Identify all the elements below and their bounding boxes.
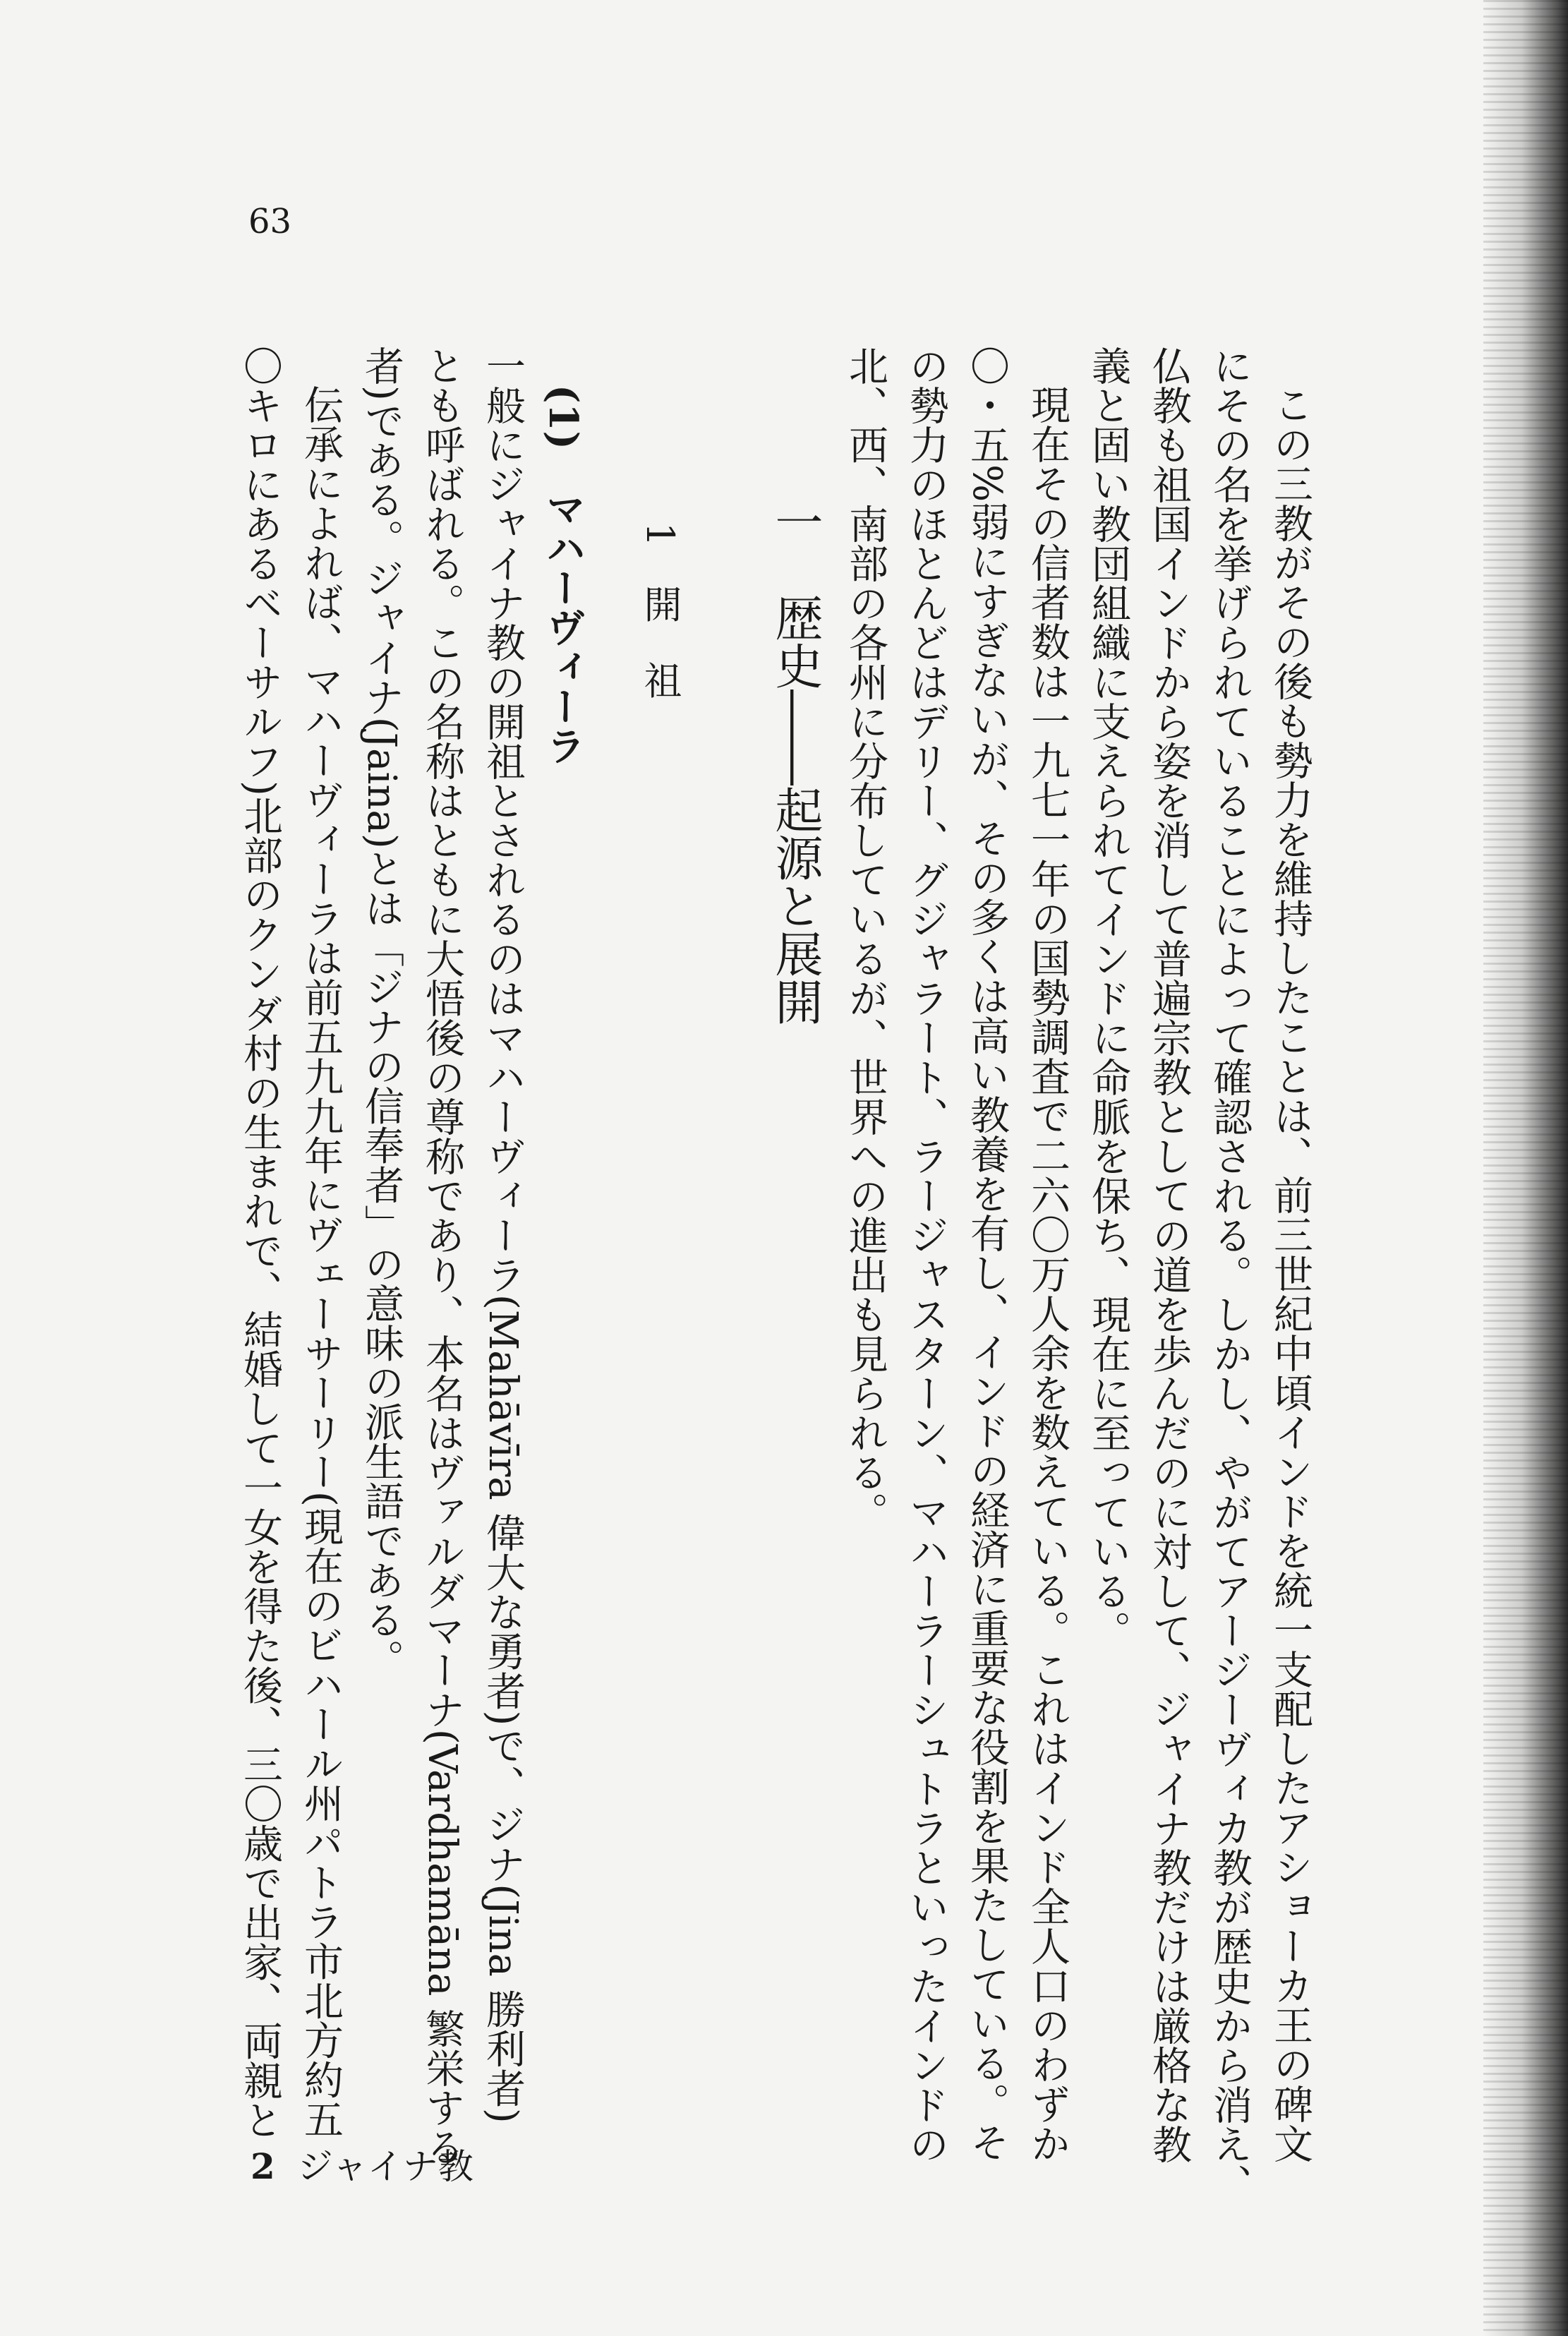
paragraph4-line2: 〇キロにあるベーサルフ)北部のクンダ村の生まれで、結婚して一女を得た後、三〇歳で出家、両親と [237,346,283,2140]
paragraph4-line1: 伝承によれば、マハーヴィーラは前五九九年にヴェーサーリー(現在のビハール州パトラ市北方約五 [298,385,344,2139]
paragraph3-line1: 一般にジャイナ教の開祖とされるのはマハーヴィーラ(Mahāvīra 偉大な勇者)で、ジナ(Jina 勝利者) [480,346,526,2124]
paragraph2-line3: の勢力のほとんどはデリー、グジャラート、ラージャスターン、マハーラーシュトラといったインドの [903,346,949,2164]
page-edge-texture [1483,0,1568,2336]
chapter-heading: 一 歴史――起源と展開 [767,498,823,1025]
paragraph3-line3: 者)である。ジャイナ(Jaina)とは「ジナの信奉者」の意味の派生語である。 [358,346,404,1679]
paragraph1-line1: この三教がその後も勢力を維持したことは、前三世紀中頃インドを統一支配したアショーカ王の碑文 [1267,385,1313,2163]
paragraph1-line2: にその名を挙げられていることによって確認される。しかし、やがてアージーヴィカ教が歴史から消え、 [1207,346,1253,2203]
footer-chapter-number: 2 [251,2145,275,2187]
paragraph2-line4: 北、西、南部の各州に分布しているが、世界への進出も見られる。 [843,346,888,1531]
paragraph3-line2: とも呼ばれる。この名称はともに大悟後の尊称であり、本名はヴァルダマーナ(Vardhamāna 繁栄する [419,346,465,2167]
section-heading: 1 開 祖 [638,522,682,699]
paragraph2-line1: 現在その信者数は一九七一年の国勢調査で二六〇万人余を数えている。これはインド全人口のわずか [1025,385,1071,2163]
page-number: 63 [248,202,292,241]
paragraph2-line2: 〇・五%弱にすぎないが、その多くは高い教養を有し、インドの経済に重要な役割を果たしている。そ [964,346,1010,2162]
paragraph1-line3: 仏教も祖国インドから姿を消して普遍宗教としての道を歩んだのに対して、ジャイナ教だけは厳格な教 [1146,346,1192,2164]
running-footer [251,2145,474,2187]
subsection-heading: (1) マハーヴィーラ [540,385,586,766]
footer-title: ジャイナ教 [297,2146,474,2187]
paragraph1-line4: 義と固い教団組織に支えられてインドに命脈を保ち、現在に至っている。 [1085,346,1131,1650]
